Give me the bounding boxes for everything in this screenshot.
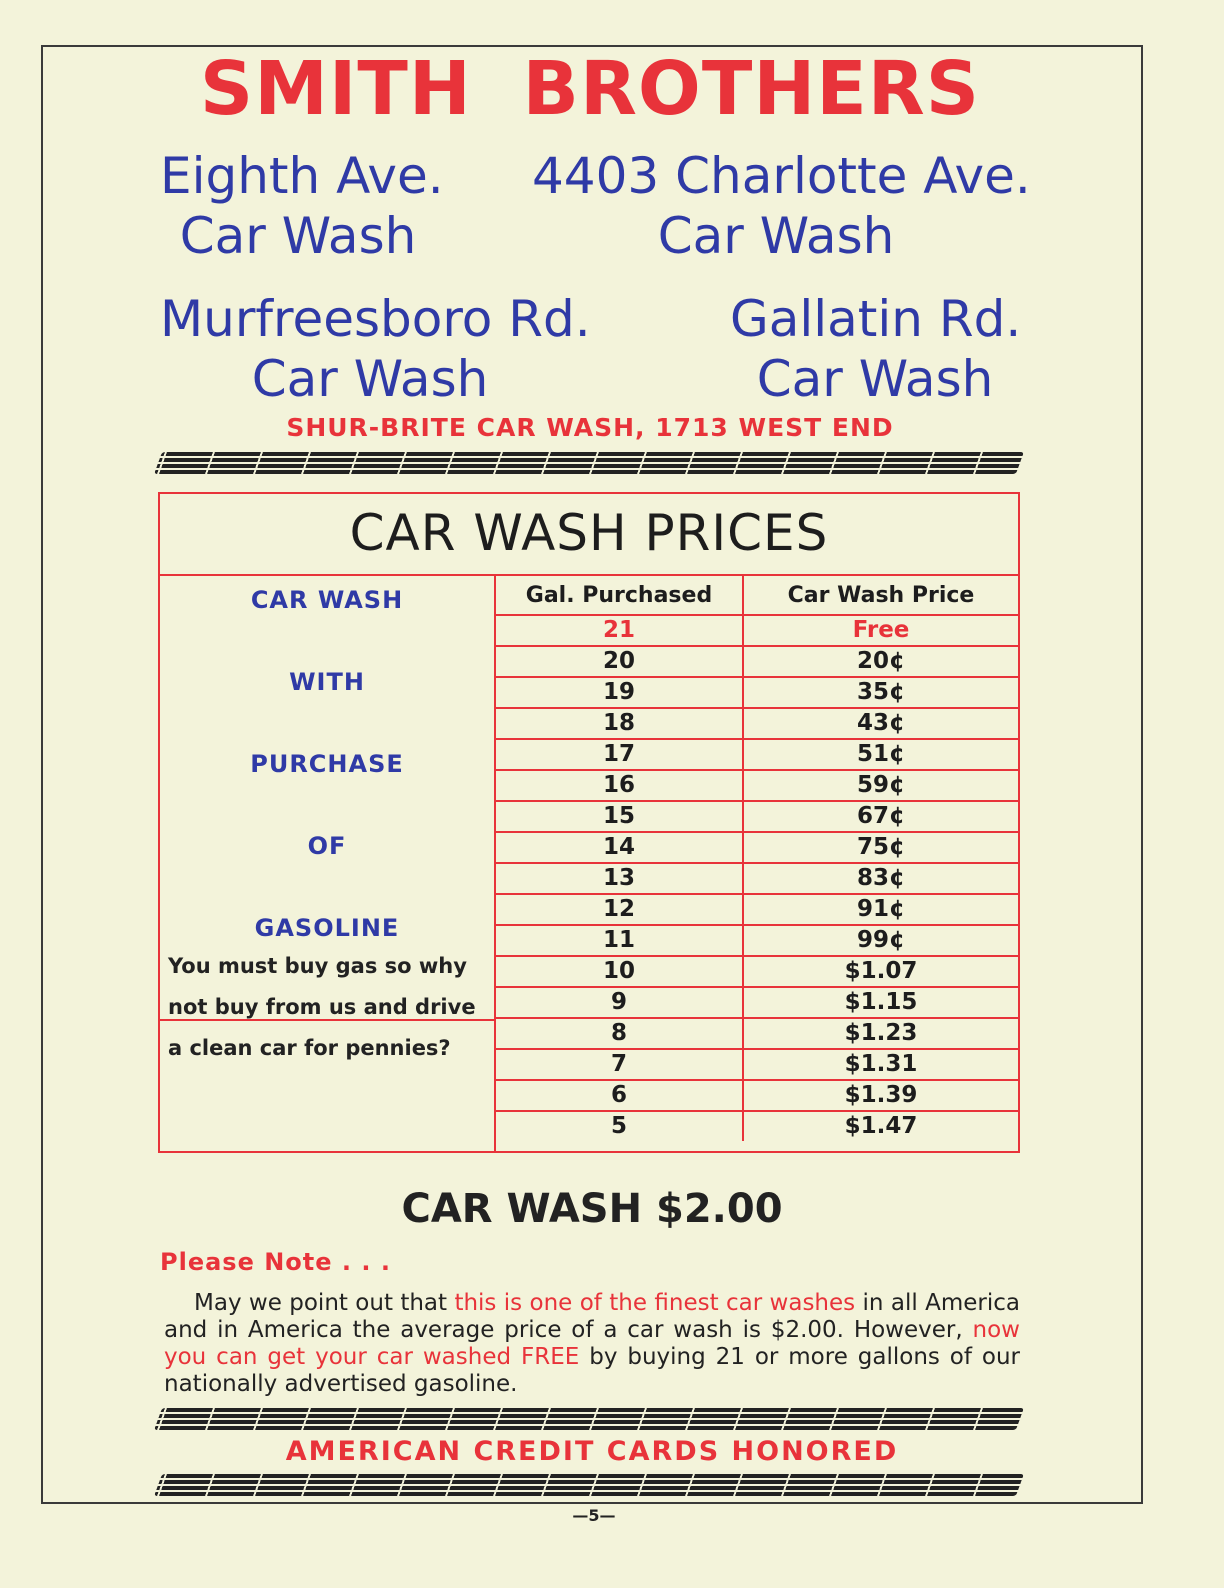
- page-number: —5—: [572, 1506, 616, 1525]
- gallons-cell: 6: [496, 1080, 743, 1111]
- location-murfreesboro-rd: [160, 289, 591, 409]
- price-cell: $1.31: [743, 1049, 1018, 1080]
- note-heading: Please Note . . .: [160, 1248, 391, 1276]
- gallons-cell: 7: [496, 1049, 743, 1080]
- tire-tread-divider: [154, 1408, 1024, 1430]
- note-highlight: this is one of the finest car washes: [454, 1290, 856, 1316]
- gallons-cell: 21: [496, 615, 743, 646]
- gallons-cell: 9: [496, 987, 743, 1018]
- table-row: [496, 1018, 1018, 1049]
- table-row: [496, 1111, 1018, 1141]
- tire-tread-divider: [154, 452, 1024, 474]
- note-text: May we point out that: [194, 1290, 455, 1316]
- gallons-cell: 15: [496, 801, 743, 832]
- table-row: [496, 708, 1018, 739]
- price-cell: 99¢: [743, 925, 1018, 956]
- gallons-cell: 12: [496, 894, 743, 925]
- table-row: [496, 987, 1018, 1018]
- gallons-cell: 8: [496, 1018, 743, 1049]
- gallons-cell: 13: [496, 863, 743, 894]
- table-row: [496, 894, 1018, 925]
- gallons-cell: 17: [496, 739, 743, 770]
- price-table-title: CAR WASH PRICES: [160, 494, 1018, 576]
- price-cell: 43¢: [743, 708, 1018, 739]
- note-paragraph: [164, 1290, 1020, 1398]
- location-subtitle: Car Wash: [657, 207, 895, 265]
- note-text: in all America and in America the average price of a car wash is $2.00. However,: [164, 1290, 1020, 1343]
- table-row: [496, 956, 1018, 987]
- location-gallatin-rd: [730, 289, 1020, 409]
- location-name: Murfreesboro Rd.: [160, 290, 591, 348]
- left-word: GASOLINE: [254, 914, 400, 942]
- location-charlotte-ave: [532, 146, 1031, 266]
- gallons-cell: 5: [496, 1111, 743, 1141]
- location-eighth-ave: [160, 146, 444, 266]
- price-cell: 20¢: [743, 646, 1018, 677]
- table-row: [496, 1049, 1018, 1080]
- gallons-cell: 18: [496, 708, 743, 739]
- credit-cards-banner: AMERICAN CREDIT CARDS HONORED: [285, 1436, 899, 1467]
- location-subtitle: Car Wash: [179, 207, 417, 265]
- price-cell: 59¢: [743, 770, 1018, 801]
- price-cell: Free: [743, 615, 1018, 646]
- price-cell: 67¢: [743, 801, 1018, 832]
- pitch-line: a clean car for pennies?: [168, 1036, 451, 1060]
- gallons-cell: 14: [496, 832, 743, 863]
- pitch-line: You must buy gas so why: [168, 954, 467, 978]
- price-table: [496, 576, 1018, 1141]
- table-row: [496, 1080, 1018, 1111]
- column-header-price: Car Wash Price: [743, 576, 1018, 615]
- gallons-cell: 11: [496, 925, 743, 956]
- location-subtitle: Car Wash: [251, 350, 489, 408]
- left-word: PURCHASE: [250, 750, 404, 778]
- table-row: [496, 801, 1018, 832]
- price-cell: $1.07: [743, 956, 1018, 987]
- location-name: Eighth Ave.: [160, 147, 444, 205]
- page-title: SMITH BROTHERS: [199, 46, 981, 132]
- table-row: [496, 832, 1018, 863]
- price-cell: 75¢: [743, 832, 1018, 863]
- pitch-line: not buy from us and drive: [168, 995, 476, 1019]
- price-cell: $1.23: [743, 1018, 1018, 1049]
- price-cell: 83¢: [743, 863, 1018, 894]
- car-wash-total-price: CAR WASH $2.00: [401, 1186, 783, 1232]
- left-word: OF: [307, 832, 347, 860]
- note-highlight: now you can get your car washed FREE: [164, 1317, 1020, 1370]
- table-row: [496, 863, 1018, 894]
- left-word: CAR WASH: [250, 586, 404, 614]
- left-word: WITH: [289, 668, 365, 696]
- table-row: [496, 770, 1018, 801]
- table-row: [496, 739, 1018, 770]
- table-row: [496, 646, 1018, 677]
- gallons-cell: 10: [496, 956, 743, 987]
- note-text: by buying 21 or more gallons of our nationally advertised gasoline.: [164, 1344, 1020, 1397]
- price-cell: 91¢: [743, 894, 1018, 925]
- table-header-row: [496, 576, 1018, 615]
- location-name: 4403 Charlotte Ave.: [532, 147, 1031, 205]
- table-row: [496, 615, 1018, 646]
- location-name: Gallatin Rd.: [730, 290, 1022, 348]
- gallons-cell: 20: [496, 646, 743, 677]
- price-cell: $1.39: [743, 1080, 1018, 1111]
- price-cell: $1.15: [743, 987, 1018, 1018]
- price-cell: $1.47: [844, 1113, 918, 1139]
- gallons-cell: 16: [496, 770, 743, 801]
- price-cell: 51¢: [743, 739, 1018, 770]
- tire-tread-divider: [154, 1474, 1024, 1496]
- column-header-gallons: Gal. Purchased: [496, 576, 743, 615]
- location-subtitle: Car Wash: [756, 350, 994, 408]
- price-cell: 35¢: [743, 677, 1018, 708]
- table-row: [496, 925, 1018, 956]
- table-row: [496, 677, 1018, 708]
- price-table-box: [158, 492, 1020, 1153]
- shur-brite-address: SHUR-BRITE CAR WASH, 1713 WEST END: [286, 413, 894, 442]
- gallons-cell: 19: [496, 677, 743, 708]
- sales-pitch: [168, 946, 498, 1069]
